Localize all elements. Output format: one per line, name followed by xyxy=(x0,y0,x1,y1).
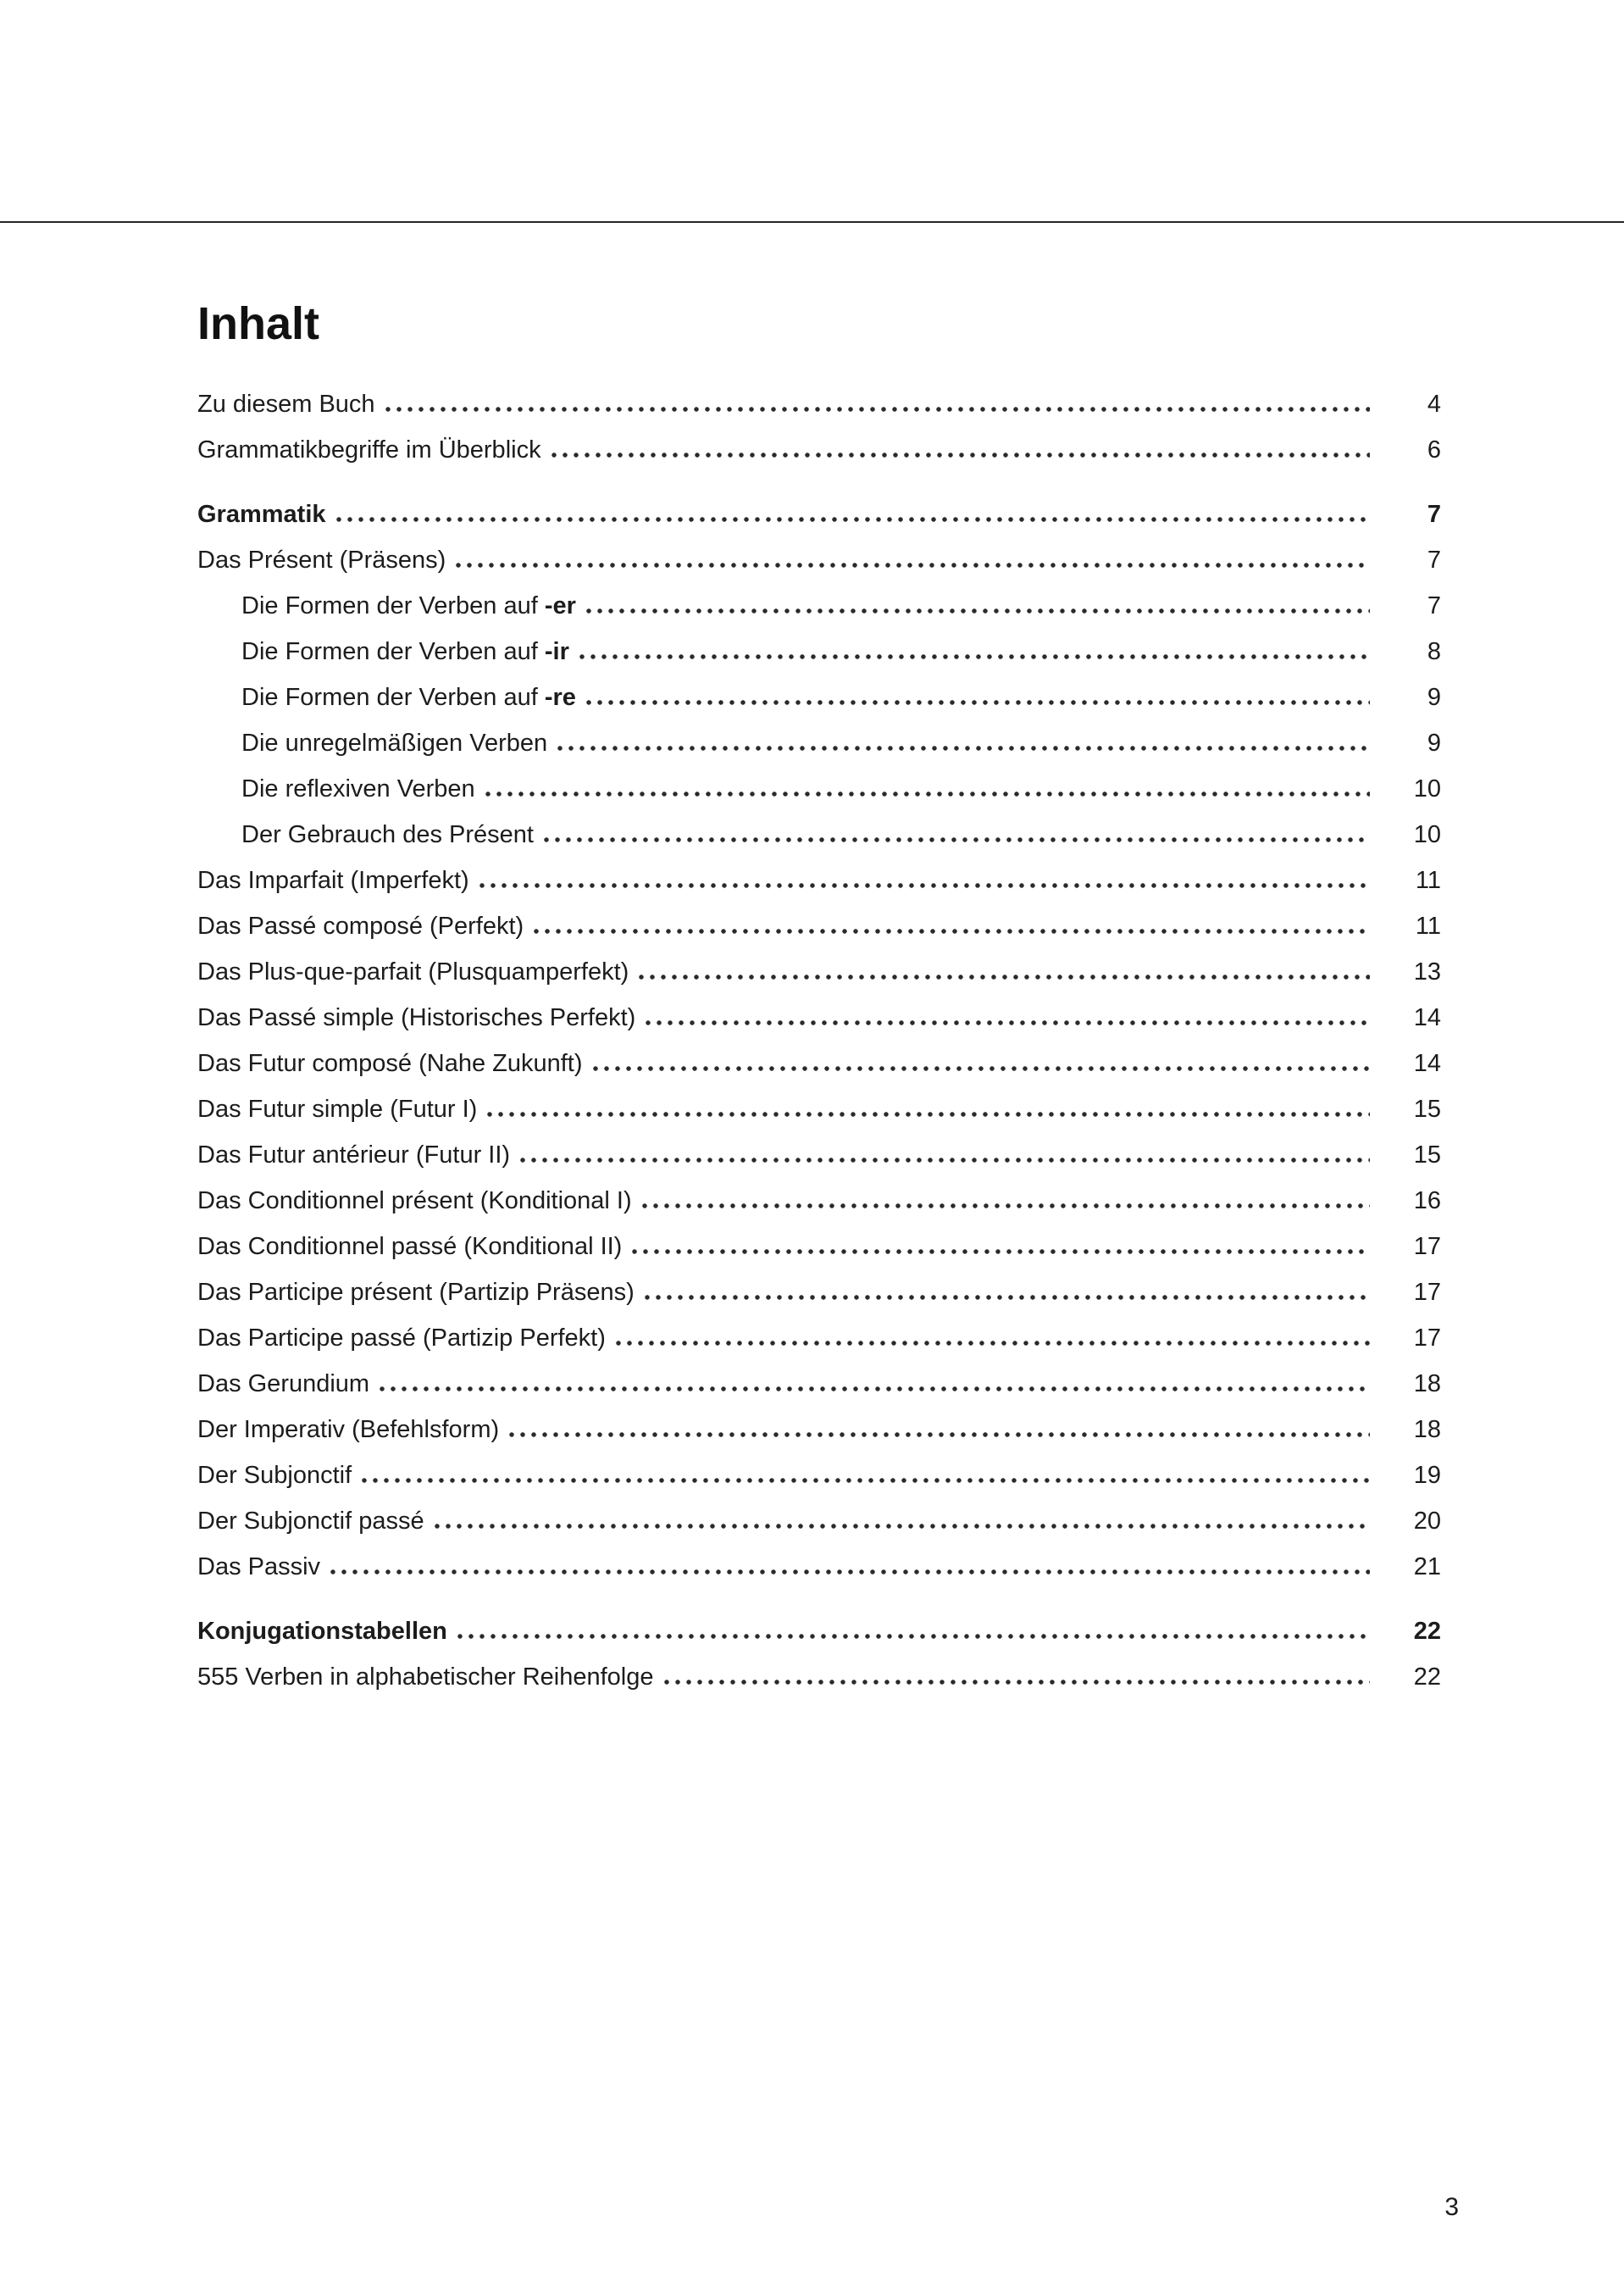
toc-page-number: 9 xyxy=(1427,684,1441,711)
toc-page-number: 15 xyxy=(1413,1096,1441,1123)
toc-entry xyxy=(197,1608,1441,1654)
toc-entry-label: Das Passiv xyxy=(197,1553,321,1580)
toc-entry xyxy=(197,1407,1441,1452)
toc-page-number: 10 xyxy=(1413,821,1441,848)
dot-leader xyxy=(586,700,1370,705)
toc-entry-label: Der Subjonctif passé xyxy=(197,1508,424,1535)
dot-leader xyxy=(485,791,1370,797)
toc-page-number: 18 xyxy=(1413,1416,1441,1443)
toc-page-number: 8 xyxy=(1427,638,1441,665)
dot-leader xyxy=(544,837,1370,842)
toc-page-number: 22 xyxy=(1413,1618,1441,1645)
toc-entry xyxy=(197,1315,1441,1361)
toc-entry xyxy=(197,537,1441,583)
toc-entry-label-bold-part: -re xyxy=(544,684,576,711)
toc-entry xyxy=(197,1498,1441,1544)
toc-entry-label: Das Passé simple (Historisches Perfekt) xyxy=(197,1004,636,1031)
toc-entry-label: Die unregelmäßigen Verben xyxy=(241,730,548,757)
dot-leader xyxy=(586,608,1370,614)
toc-entry-label: Das Présent (Präsens) xyxy=(197,547,446,574)
toc-entry-label: Grammatikbegriffe im Überblick xyxy=(197,436,541,464)
toc-entry-label: Die Formen der Verben auf -ir xyxy=(241,638,569,665)
dot-leader xyxy=(645,1295,1370,1300)
toc-page-number: 19 xyxy=(1413,1462,1441,1489)
toc-page-number: 17 xyxy=(1413,1279,1441,1306)
toc-page-number: 11 xyxy=(1415,867,1441,894)
toc-entry xyxy=(197,1269,1441,1315)
toc-entry-label: Das Participe présent (Partizip Präsens) xyxy=(197,1279,635,1306)
toc-page-number: 14 xyxy=(1413,1004,1441,1031)
toc-entry xyxy=(197,858,1441,903)
toc-page-number: 20 xyxy=(1413,1508,1441,1535)
dot-leader xyxy=(456,563,1370,568)
dot-leader xyxy=(520,1158,1370,1163)
dot-leader xyxy=(557,746,1370,751)
toc-entry-label: Der Imperativ (Befehlsform) xyxy=(197,1416,500,1443)
toc-page-number: 11 xyxy=(1415,913,1441,940)
toc-content xyxy=(197,298,1441,1700)
toc-page-number: 14 xyxy=(1413,1050,1441,1077)
toc-page-number: 10 xyxy=(1413,775,1441,802)
toc-entry xyxy=(197,1178,1441,1224)
toc-page-number: 15 xyxy=(1413,1141,1441,1169)
dot-leader xyxy=(534,929,1370,934)
toc-entry-label: Das Conditionnel passé (Konditional II) xyxy=(197,1233,623,1260)
toc-entry-label: Das Plus-que-parfait (Plusquamperfekt) xyxy=(197,958,629,986)
toc-page-number: 16 xyxy=(1413,1187,1441,1214)
toc-entry-label: Der Gebrauch des Présent xyxy=(241,821,534,848)
toc-entry-label: Das Gerundium xyxy=(197,1370,370,1397)
toc-entry xyxy=(197,949,1441,995)
dot-leader xyxy=(632,1249,1370,1254)
toc-entry xyxy=(197,381,1441,427)
page-number: 3 xyxy=(1444,2193,1459,2221)
toc-page-number: 22 xyxy=(1413,1663,1441,1691)
toc-entry-label: Das Futur simple (Futur I) xyxy=(197,1096,478,1123)
toc-entry xyxy=(197,1452,1441,1498)
toc-entry-label: Das Imparfait (Imperfekt) xyxy=(197,867,469,894)
dot-leader xyxy=(664,1680,1370,1685)
dot-leader xyxy=(435,1524,1370,1529)
toc-page-number: 13 xyxy=(1413,958,1441,986)
toc-page-number: 17 xyxy=(1413,1233,1441,1260)
toc-entry-label: Die Formen der Verben auf -er xyxy=(241,592,576,619)
dot-leader xyxy=(457,1634,1370,1639)
toc-entry xyxy=(197,1654,1441,1700)
toc-entry xyxy=(197,491,1441,537)
toc-entry xyxy=(197,583,1441,629)
toc-entry-label-bold-part: -ir xyxy=(544,638,569,665)
dot-leader xyxy=(593,1066,1370,1071)
dot-leader xyxy=(616,1341,1370,1346)
toc-page-number: 17 xyxy=(1413,1324,1441,1352)
toc-entry-label: Das Conditionnel présent (Konditional I) xyxy=(197,1187,632,1214)
toc-entry xyxy=(197,1361,1441,1407)
page-title: Inhalt xyxy=(197,298,319,349)
dot-leader xyxy=(639,975,1370,980)
toc-page-number: 21 xyxy=(1413,1553,1441,1580)
toc-entry-label: Konjugationstabellen xyxy=(197,1618,447,1645)
toc-page-number: 9 xyxy=(1427,730,1441,757)
dot-leader xyxy=(646,1020,1370,1025)
table-of-contents xyxy=(197,381,1441,1700)
dot-leader xyxy=(487,1112,1370,1117)
toc-entry-label: Die Formen der Verben auf -re xyxy=(241,684,576,711)
header-rule xyxy=(0,221,1624,223)
toc-entry-label: Das Passé composé (Perfekt) xyxy=(197,913,524,940)
toc-entry xyxy=(197,903,1441,949)
toc-page-number: 7 xyxy=(1427,592,1441,619)
toc-entry xyxy=(197,766,1441,812)
dot-leader xyxy=(380,1386,1370,1391)
toc-entry-label: Der Subjonctif xyxy=(197,1462,352,1489)
dot-leader xyxy=(551,453,1370,458)
toc-entry xyxy=(197,1041,1441,1086)
toc-page-number: 6 xyxy=(1427,436,1441,464)
dot-leader xyxy=(330,1569,1370,1574)
toc-entry-label: Das Participe passé (Partizip Perfekt) xyxy=(197,1324,606,1352)
dot-leader xyxy=(579,654,1370,659)
toc-page-number: 7 xyxy=(1427,547,1441,574)
toc-page-number: 18 xyxy=(1413,1370,1441,1397)
toc-entry xyxy=(197,427,1441,473)
toc-entry xyxy=(197,1544,1441,1590)
toc-entry-label-bold-part: -er xyxy=(544,592,576,619)
dot-leader xyxy=(385,407,1370,412)
toc-entry xyxy=(197,1086,1441,1132)
toc-entry xyxy=(197,1224,1441,1269)
dot-leader xyxy=(642,1203,1370,1208)
toc-entry-label: Das Futur antérieur (Futur II) xyxy=(197,1141,511,1169)
dot-leader xyxy=(362,1478,1370,1483)
dot-leader xyxy=(336,517,1370,522)
dot-leader xyxy=(509,1432,1370,1437)
toc-entry xyxy=(197,720,1441,766)
toc-page-number: 4 xyxy=(1427,391,1441,418)
toc-entry xyxy=(197,629,1441,675)
toc-entry-label: Die reflexiven Verben xyxy=(241,775,475,802)
toc-entry xyxy=(197,995,1441,1041)
toc-entry-label: Das Futur composé (Nahe Zukunft) xyxy=(197,1050,583,1077)
toc-entry-label: Grammatik xyxy=(197,501,326,528)
toc-entry xyxy=(197,1132,1441,1178)
toc-page-number: 7 xyxy=(1427,501,1441,528)
toc-entry-label: Zu diesem Buch xyxy=(197,391,375,418)
dot-leader xyxy=(479,883,1370,888)
toc-entry-label: 555 Verben in alphabetischer Reihenfolge xyxy=(197,1663,654,1691)
toc-entry xyxy=(197,812,1441,858)
toc-entry xyxy=(197,675,1441,720)
